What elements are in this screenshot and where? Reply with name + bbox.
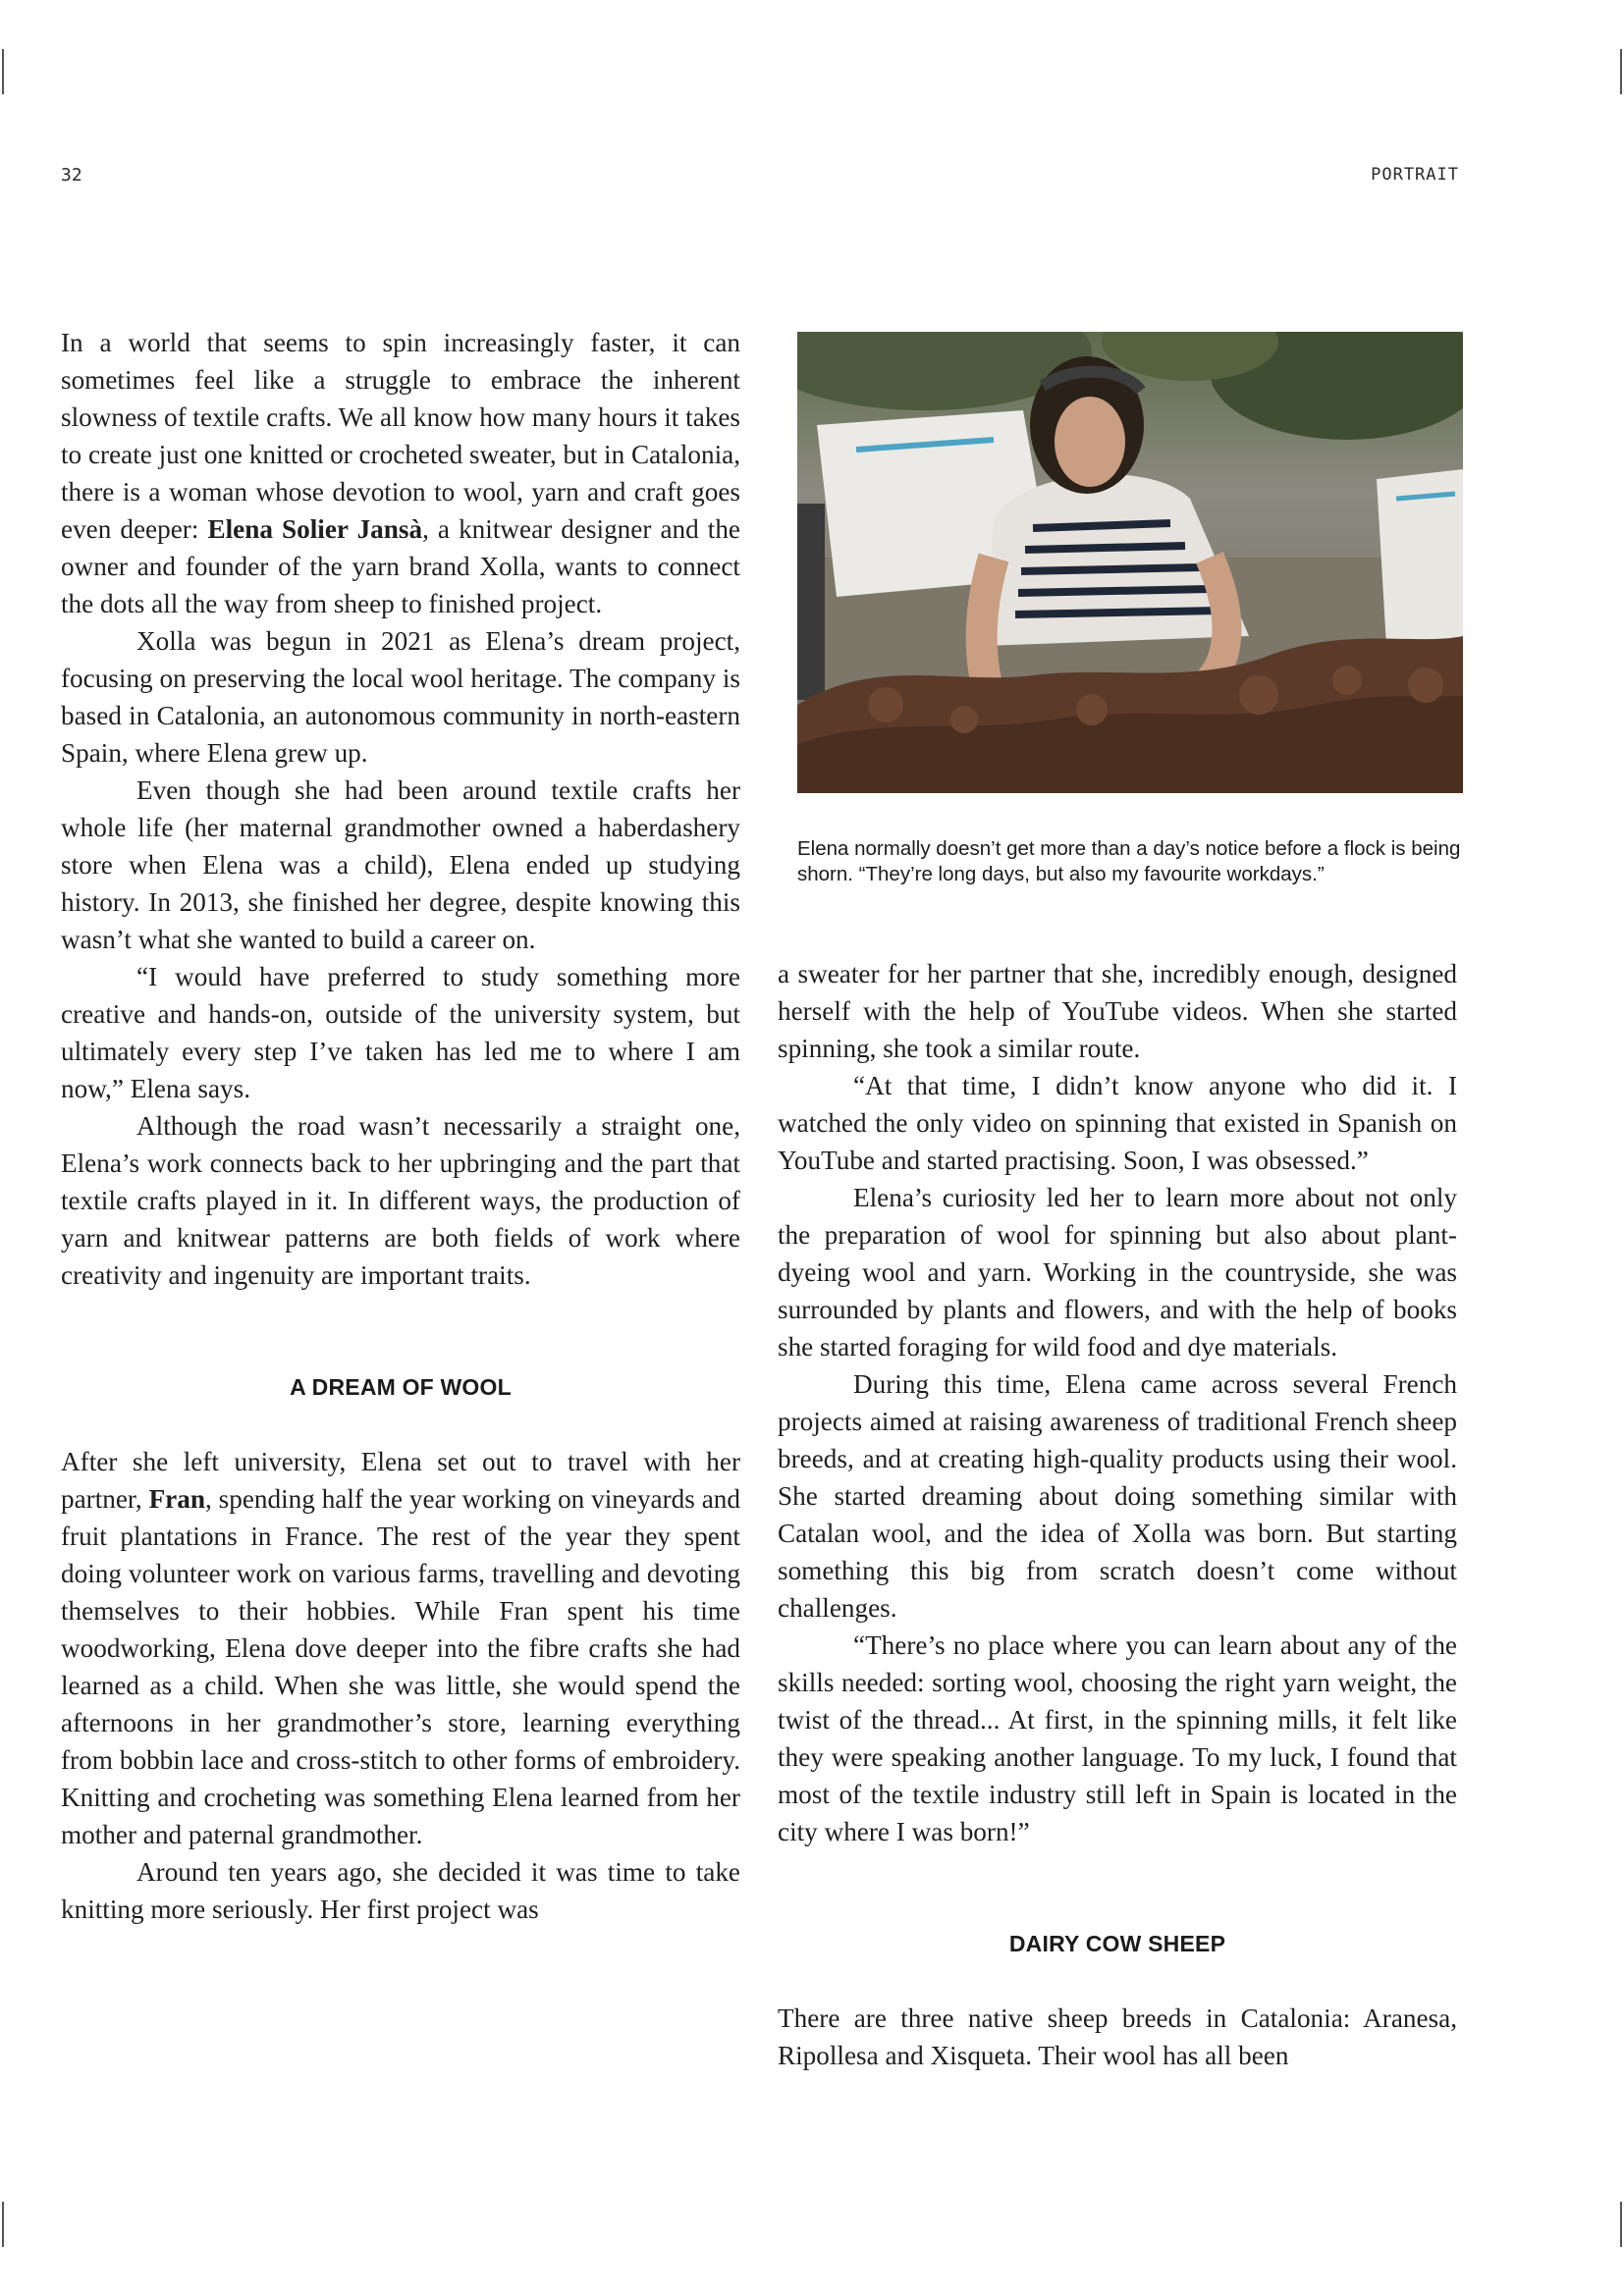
woman-sorting-wool-photo [797, 332, 1463, 793]
body-paragraph [61, 1443, 740, 1853]
body-paragraph: a sweater for her partner that she, incredibly enough, designed herself with the help of YouTube videos. When she started spinning, she took a similar route. [778, 959, 1457, 1063]
body-paragraph: Around ten years ago, she decided it was time to take knitting more seriously. Her first project was [61, 1857, 740, 1924]
intro-text-b: , a knitwear designer and the owner and founder of the yarn brand Xolla, wants to connect the dots all the way from sheep to finished project. [61, 514, 740, 618]
body-text-b: , spending half the year working on vineyards and fruit plantations in France. The rest of the year they spent doing volunteer work on various farms, travelling and devoting themselves to their hobbies. While Fran spent his time woodworking, Elena dove deeper into the fibre crafts she had learned as a child. When she was little, she would spend the afternoons in her grandmother’s store, learning everything from bobbin lace and cross-stitch to other forms of embroidery. Knitting and crocheting was something Elena learned from her mother and paternal grandmother. [61, 1484, 740, 1849]
body-paragraph: “There’s no place where you can learn about any of the skills needed: sorting wool, choosing the right yarn weight, the twist of the thread... At first, in the spinning mills, it felt like they were speaking another language. To my luck, I found that most of the textile industry still left in Spain is located in the city where I was born!” [778, 1630, 1457, 1846]
subhead-dream-of-wool: A DREAM OF WOOL [290, 1374, 512, 1400]
page-number: 32 [61, 165, 82, 186]
left-column [61, 324, 740, 1928]
body-paragraph: “At that time, I didn’t know anyone who did it. I watched the only video on spinning that existed in Spanish on YouTube and started practising. Soon, I was obsessed.” [778, 1071, 1457, 1175]
body-paragraph: Elena’s curiosity led her to learn more about not only the preparation of wool for spinning but also about plant-dyeing wool and yarn. Working in the countryside, she was surrounded by plants and flowers, and with the help of books she started foraging for wild food and dye materials. [778, 1183, 1457, 1362]
section-label: PORTRAIT [1371, 165, 1459, 185]
body-paragraph: Although the road wasn’t necessarily a straight one, Elena’s work connects back to her upbringing and the part that textile crafts played in it. In different ways, the production of yarn and knitwear patterns are both fields of work where creativity and ingenuity are important traits. [61, 1111, 740, 1290]
designer-name: Elena Solier Jansà [207, 514, 423, 544]
crop-mark-top-right [1620, 49, 1622, 94]
body-paragraph: There are three native sheep breeds in Catalonia: Aranesa, Ripollesa and Xisqueta. Their wool has all been [778, 2003, 1457, 2070]
crop-mark-bottom-right [1620, 2202, 1622, 2247]
subhead-dairy-cow-sheep: DAIRY COW SHEEP [1008, 1931, 1226, 1956]
body-paragraph: During this time, Elena came across several French projects aimed at raising awareness of traditional French sheep breeds, and at creating high-quality products using their wool. She started dreaming about doing something similar with Catalan wool, and the idea of Xolla was born. But starting something this big from scratch doesn’t come without challenges. [778, 1369, 1457, 1623]
partner-name: Fran [148, 1484, 205, 1514]
crop-mark-bottom-left [2, 2202, 4, 2247]
body-paragraph: Even though she had been around textile crafts her whole life (her maternal grandmother owned a haberdashery store when Elena was a child), Elena ended up studying history. In 2013, she finished her degree, despite knowing this wasn’t what she wanted to build a career on. [61, 775, 740, 954]
right-column [778, 955, 1457, 2074]
body-text-a: After she left university, Elena set out to travel with her partner, [61, 1447, 740, 1514]
body-paragraph: Xolla was begun in 2021 as Elena’s dream project, focusing on preserving the local wool heritage. The company is based in Catalonia, an autonomous community in north-eastern Spain, where Elena grew up. [61, 626, 740, 768]
intro-text-a: In a world that seems to spin increasingly faster, it can sometimes feel like a struggle to embrace the inherent slowness of textile crafts. We all know how many hours it takes to create just one knitted or crocheted sweater, but in Catalonia, there is a woman whose devotion to wool, yarn and craft goes even deeper: [61, 328, 740, 544]
body-paragraph: “I would have preferred to study something more creative and hands-on, outside of the university system, but ultimately every step I’ve taken has led me to where I am now,” Elena says. [61, 962, 740, 1103]
intro-paragraph [61, 324, 740, 622]
crop-mark-top-left [2, 49, 4, 94]
photo-caption: Elena normally doesn’t get more than a day’s notice before a flock is being shorn. “They’re long days, but also my favourite workdays.” [797, 837, 1461, 885]
